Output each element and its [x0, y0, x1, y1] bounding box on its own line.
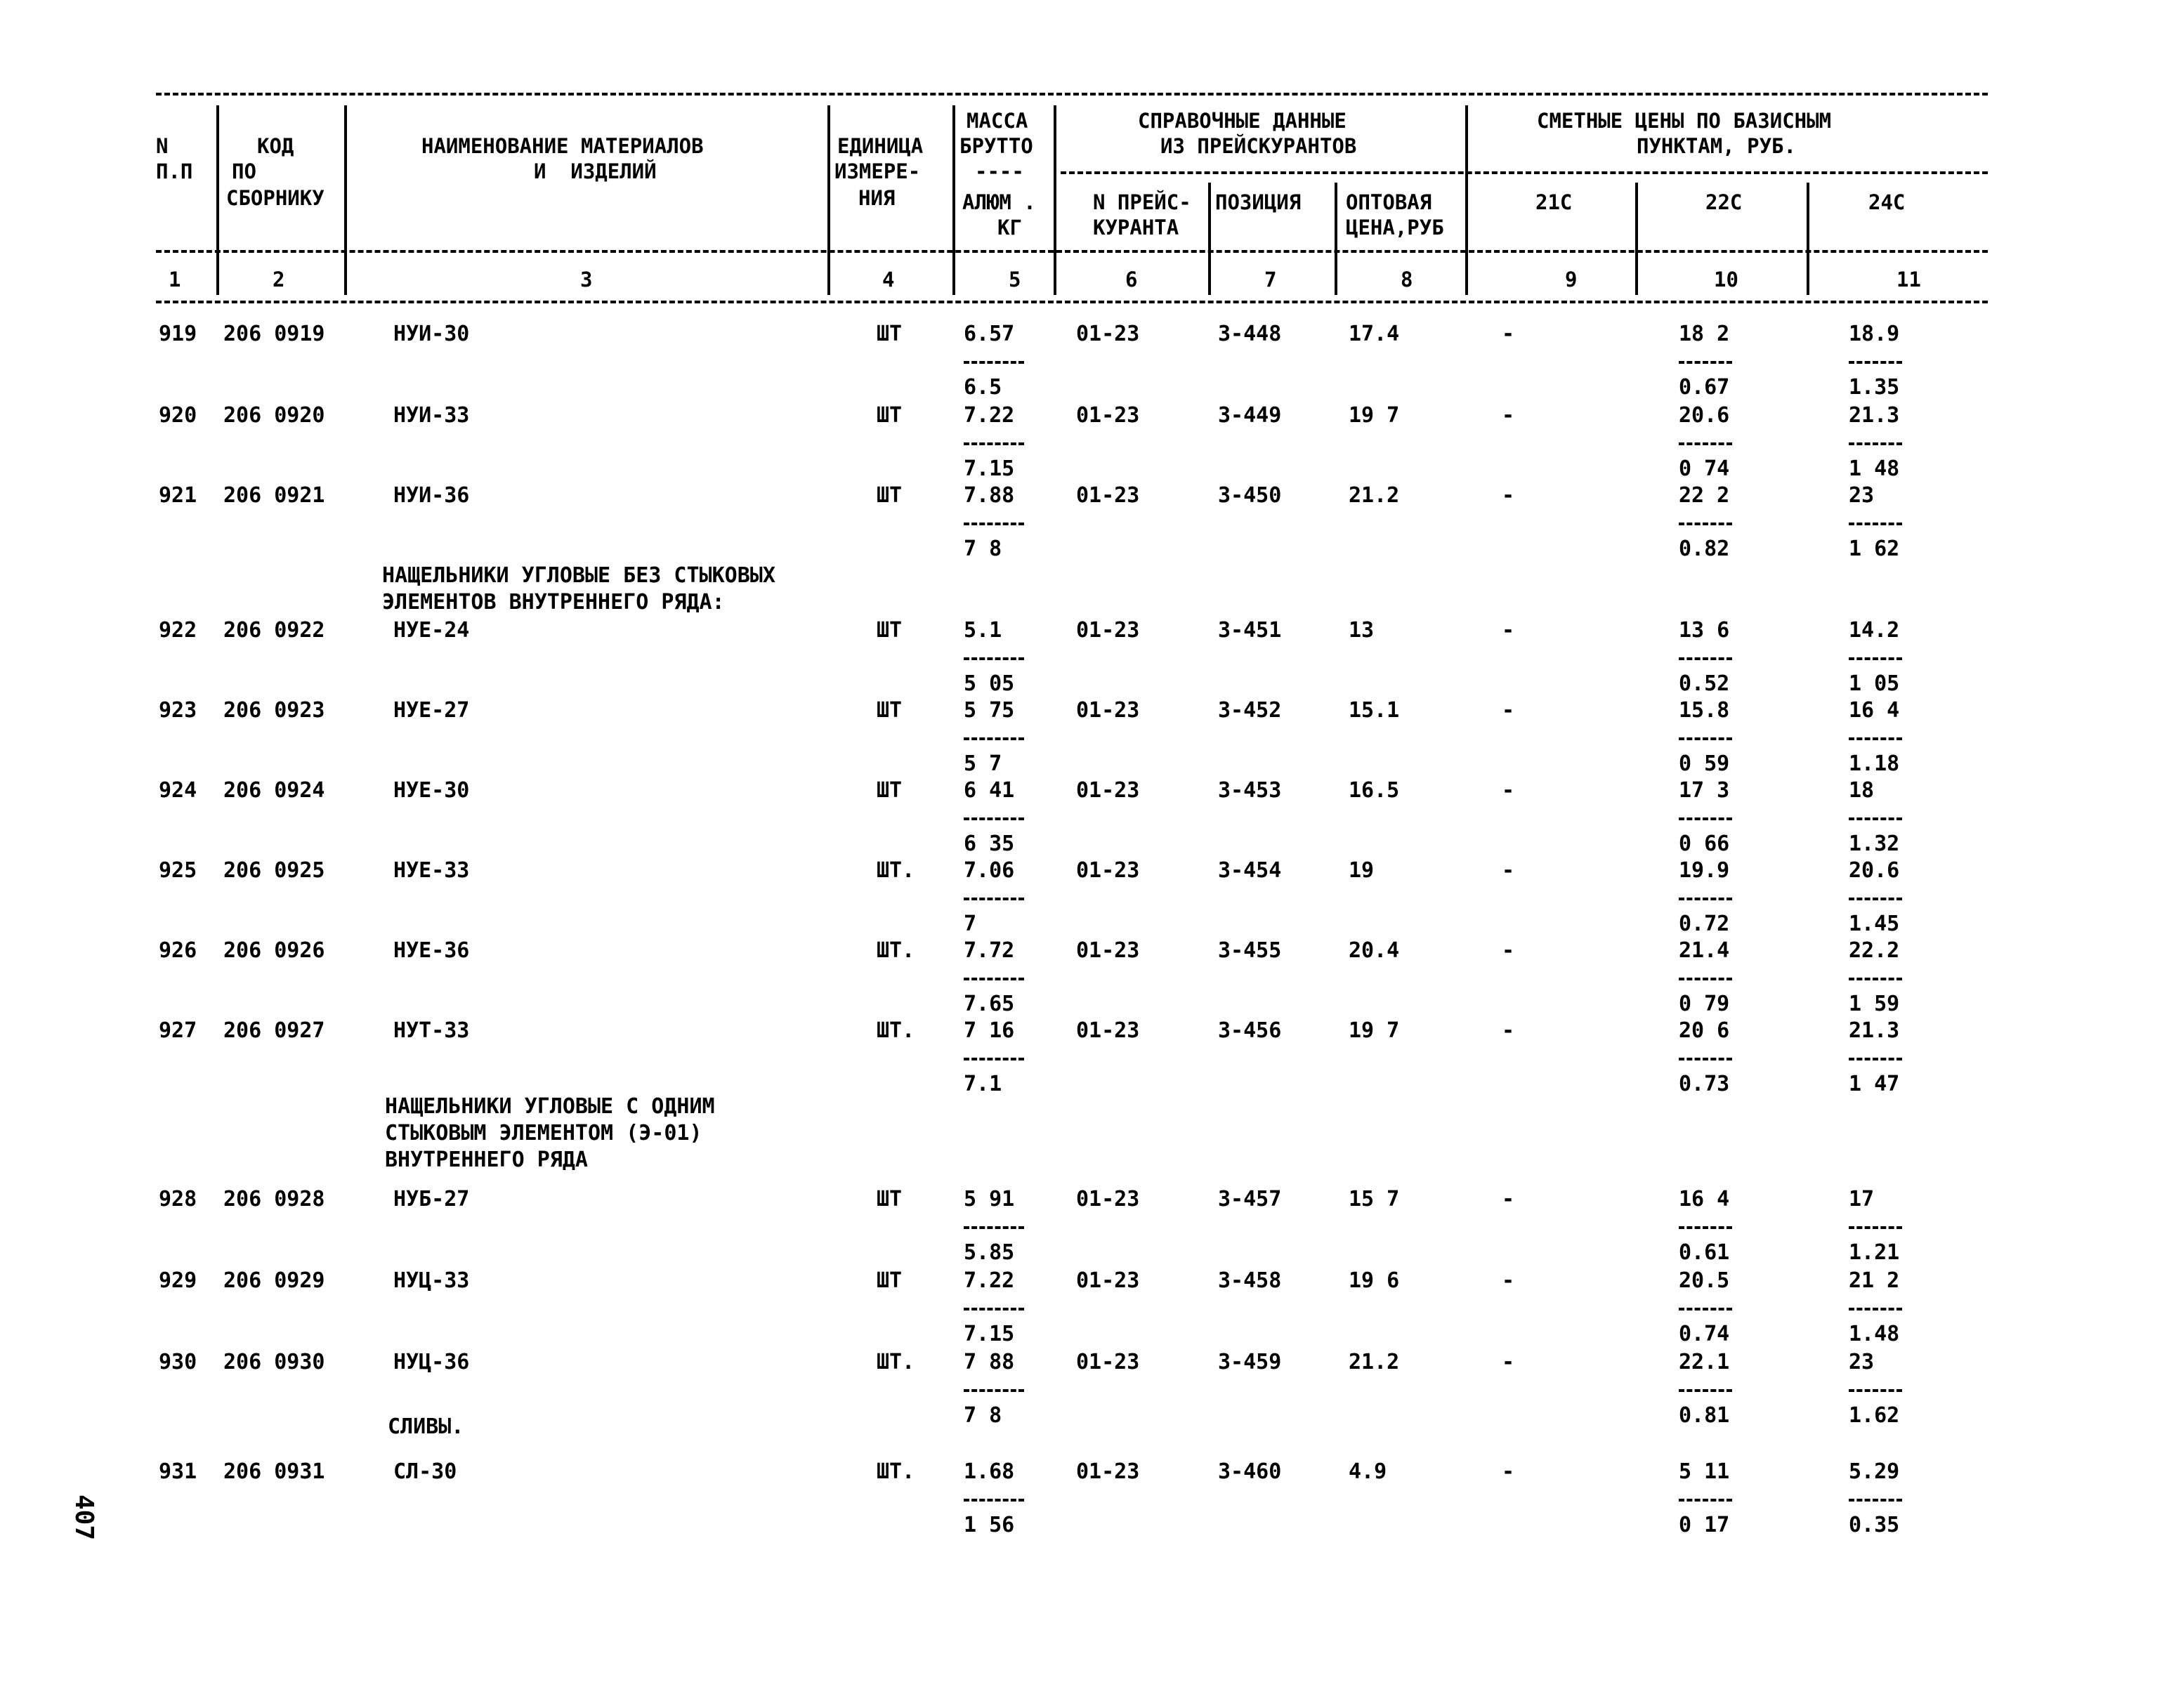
row-price-24c: 21 2 [1849, 1268, 1900, 1293]
fraction-rule [1849, 737, 1902, 740]
header-col2-line1: КОД [257, 134, 294, 158]
row-mass: 1.68 [964, 1459, 1015, 1484]
row-price-list: 01-23 [1076, 1350, 1140, 1374]
row-price-21c: - [1502, 938, 1515, 963]
row-price-22c: 20.6 [1679, 403, 1730, 428]
row-position: 3-450 [1218, 483, 1282, 508]
row-wholesale-price: 20.4 [1349, 938, 1400, 963]
fraction-rule [1849, 361, 1902, 364]
row-price-24c-extra: 1.32 [1849, 832, 1900, 856]
row-number: 919 [159, 322, 197, 346]
row-position: 3-456 [1218, 1018, 1282, 1043]
row-code: 206 0927 [223, 1018, 325, 1043]
fraction-rule [1849, 657, 1902, 660]
header-col3-line2: И ИЗДЕЛИЙ [534, 159, 657, 183]
row-price-24c-extra: 1.45 [1849, 912, 1900, 936]
row-price-24c-extra: 0.35 [1849, 1513, 1900, 1537]
row-price-21c: - [1502, 1350, 1515, 1374]
row-number: 925 [159, 858, 197, 883]
row-price-24c-extra: 1.18 [1849, 751, 1900, 776]
colnum-6: 6 [1125, 268, 1138, 291]
header-col2-line2: ПО [232, 159, 256, 183]
row-mass-alum: 6.5 [964, 375, 1002, 400]
row-wholesale-price: 21.2 [1349, 1350, 1400, 1374]
header-divider [216, 105, 219, 295]
row-mass-alum: 7.15 [964, 456, 1015, 481]
row-mass: 7.88 [964, 483, 1015, 508]
row-price-21c: - [1502, 778, 1515, 803]
row-mass-alum: 7.1 [964, 1072, 1002, 1096]
row-name: НУИ-33 [393, 403, 470, 428]
row-position: 3-454 [1218, 858, 1282, 883]
row-name: НУЕ-30 [393, 778, 470, 803]
row-price-22c-extra: 0.72 [1679, 912, 1730, 936]
row-price-24c: 23 [1849, 483, 1875, 508]
row-unit: ШТ [877, 1187, 903, 1211]
row-price-list: 01-23 [1076, 938, 1140, 963]
header-divider [1465, 105, 1468, 295]
section-heading: ВНУТРЕННЕГО РЯДА [385, 1148, 588, 1172]
fraction-rule [1679, 523, 1732, 525]
row-mass-alum: 7 [964, 912, 977, 936]
fraction-rule [1849, 1308, 1902, 1310]
header-col5-line5: КГ [997, 216, 1022, 239]
row-position: 3-449 [1218, 403, 1282, 428]
row-price-24c-extra: 1 59 [1849, 992, 1900, 1016]
row-price-24c: 18 [1849, 778, 1875, 803]
row-price-24c: 17 [1849, 1187, 1875, 1211]
header-divider [344, 105, 347, 295]
header-col6-line2: КУРАНТА [1093, 216, 1179, 239]
row-name: НУТ-33 [393, 1018, 470, 1043]
row-position: 3-460 [1218, 1459, 1282, 1484]
row-code: 206 0925 [223, 858, 325, 883]
row-price-22c: 22.1 [1679, 1350, 1730, 1374]
fraction-rule [964, 1058, 1024, 1060]
fraction-rule [964, 1499, 1024, 1502]
colnum-10: 10 [1714, 268, 1738, 291]
row-price-22c-extra: 0.52 [1679, 671, 1730, 696]
row-price-21c: - [1502, 322, 1515, 346]
section-heading: СТЫКОВЫМ ЭЛЕМЕНТОМ (Э-01) [385, 1121, 702, 1145]
row-wholesale-price: 19 [1349, 858, 1375, 883]
fraction-rule [1849, 1226, 1902, 1229]
header-divider [1635, 183, 1638, 295]
row-unit: ШТ. [877, 1459, 915, 1484]
colnum-2: 2 [273, 268, 285, 291]
fraction-rule [964, 442, 1024, 445]
colnum-9: 9 [1565, 268, 1578, 291]
row-wholesale-price: 15.1 [1349, 698, 1400, 723]
row-code: 206 0929 [223, 1268, 325, 1293]
row-position: 3-453 [1218, 778, 1282, 803]
fraction-rule [964, 1389, 1024, 1392]
row-mass: 7.06 [964, 858, 1015, 883]
header-col7-line1: ПОЗИЦИЯ [1215, 190, 1302, 214]
header-divider [1335, 183, 1337, 295]
row-price-list: 01-23 [1076, 778, 1140, 803]
row-price-22c: 18 2 [1679, 322, 1730, 346]
row-wholesale-price: 19 7 [1349, 403, 1400, 428]
fraction-rule [964, 898, 1024, 900]
row-price-21c: - [1502, 1268, 1515, 1293]
header-bottom-rule [156, 250, 1988, 253]
row-position: 3-459 [1218, 1350, 1282, 1374]
row-unit: ШТ. [877, 1018, 915, 1043]
fraction-rule [1679, 898, 1732, 900]
fraction-rule [1679, 737, 1732, 740]
header-col4-line2: ИЗМЕРЕ- [834, 159, 921, 183]
row-price-22c: 20 6 [1679, 1018, 1730, 1043]
colnum-11: 11 [1896, 268, 1921, 291]
row-code: 206 0923 [223, 698, 325, 723]
fraction-rule [1679, 1499, 1732, 1502]
row-unit: ШТ. [877, 858, 915, 883]
fraction-rule [1679, 978, 1732, 980]
colnum-8: 8 [1401, 268, 1413, 291]
row-position: 3-448 [1218, 322, 1282, 346]
fraction-rule [1849, 442, 1902, 445]
header-col6-line1: N ПРЕЙС- [1093, 190, 1191, 214]
row-price-22c: 5 11 [1679, 1459, 1730, 1484]
row-code: 206 0920 [223, 403, 325, 428]
row-price-list: 01-23 [1076, 1187, 1140, 1211]
row-wholesale-price: 13 [1349, 618, 1375, 643]
row-number: 926 [159, 938, 197, 963]
header-top-rule [156, 93, 1988, 96]
fraction-rule [1849, 817, 1902, 820]
header-col11: 24С [1868, 190, 1906, 214]
header-col5-line3: ---- [975, 159, 1024, 183]
fraction-rule [964, 523, 1024, 525]
row-name: НУЦ-33 [393, 1268, 470, 1293]
row-price-24c-extra: 1 62 [1849, 537, 1900, 561]
row-price-24c: 23 [1849, 1350, 1875, 1374]
row-price-22c-extra: 0 79 [1679, 992, 1730, 1016]
page-number: 407 [70, 1494, 98, 1541]
fraction-rule [1679, 817, 1732, 820]
row-mass-alum: 6 35 [964, 832, 1015, 856]
header-divider [1208, 183, 1211, 295]
section-heading: ЭЛЕМЕНТОВ ВНУТРЕННЕГО РЯДА: [382, 590, 725, 615]
fraction-rule [964, 978, 1024, 980]
row-price-list: 01-23 [1076, 1459, 1140, 1484]
section-heading: НАЩЕЛЬНИКИ УГЛОВЫЕ БЕЗ СТЫКОВЫХ [382, 563, 775, 588]
row-price-list: 01-23 [1076, 483, 1140, 508]
row-code: 206 0922 [223, 618, 325, 643]
row-code: 206 0928 [223, 1187, 325, 1211]
row-price-24c-extra: 1 47 [1849, 1072, 1900, 1096]
row-name: НУИ-30 [393, 322, 470, 346]
row-price-24c: 16 4 [1849, 698, 1900, 723]
row-price-22c-extra: 0.74 [1679, 1322, 1730, 1346]
row-wholesale-price: 19 6 [1349, 1268, 1400, 1293]
row-price-24c: 18.9 [1849, 322, 1900, 346]
header-col9: 21С [1535, 190, 1573, 214]
header-divider [1054, 105, 1056, 295]
colnum-1: 1 [169, 268, 181, 291]
colnum-3: 3 [580, 268, 593, 291]
header-col5-line1: МАССА [967, 109, 1028, 133]
row-number: 924 [159, 778, 197, 803]
row-price-21c: - [1502, 1459, 1515, 1484]
row-price-22c: 20.5 [1679, 1268, 1730, 1293]
header-group-rule [1061, 171, 1988, 174]
row-price-list: 01-23 [1076, 618, 1140, 643]
header-col8-line1: ОПТОВАЯ [1346, 190, 1432, 214]
section-heading: СЛИВЫ. [388, 1414, 464, 1439]
row-mass: 6 41 [964, 778, 1015, 803]
row-price-22c: 16 4 [1679, 1187, 1730, 1211]
fraction-rule [964, 361, 1024, 364]
row-code: 206 0926 [223, 938, 325, 963]
row-position: 3-458 [1218, 1268, 1282, 1293]
fraction-rule [1849, 523, 1902, 525]
row-mass: 7.22 [964, 403, 1015, 428]
row-name: НУИ-36 [393, 483, 470, 508]
row-price-22c-extra: 0.67 [1679, 375, 1730, 400]
row-price-21c: - [1502, 698, 1515, 723]
header-divider [1807, 183, 1809, 295]
row-price-21c: - [1502, 403, 1515, 428]
header-group1-line2: ИЗ ПРЕЙСКУРАНТОВ [1160, 134, 1357, 158]
row-code: 206 0930 [223, 1350, 325, 1374]
row-number: 923 [159, 698, 197, 723]
fraction-rule [964, 817, 1024, 820]
row-unit: ШТ. [877, 938, 915, 963]
row-mass: 7.72 [964, 938, 1015, 963]
row-wholesale-price: 19 7 [1349, 1018, 1400, 1043]
row-price-24c-extra: 1.62 [1849, 1403, 1900, 1428]
row-price-list: 01-23 [1076, 322, 1140, 346]
row-mass: 7.22 [964, 1268, 1015, 1293]
fraction-rule [1679, 1389, 1732, 1392]
row-number: 927 [159, 1018, 197, 1043]
row-code: 206 0921 [223, 483, 325, 508]
row-mass-alum: 5 7 [964, 751, 1002, 776]
header-group2-line1: СМЕТНЫЕ ЦЕНЫ ПО БАЗИСНЫМ [1537, 109, 1832, 133]
header-divider [827, 105, 830, 295]
row-number: 930 [159, 1350, 197, 1374]
fraction-rule [1849, 1058, 1902, 1060]
row-mass: 7 88 [964, 1350, 1015, 1374]
row-name: НУЕ-36 [393, 938, 470, 963]
row-price-24c: 22.2 [1849, 938, 1900, 963]
row-price-21c: - [1502, 1187, 1515, 1211]
row-mass: 5 91 [964, 1187, 1015, 1211]
row-mass-alum: 7 8 [964, 1403, 1002, 1428]
row-unit: ШТ [877, 483, 903, 508]
colnum-7: 7 [1264, 268, 1277, 291]
row-mass-alum: 7 8 [964, 537, 1002, 561]
row-price-22c-extra: 0 17 [1679, 1513, 1730, 1537]
row-unit: ШТ [877, 322, 903, 346]
row-number: 922 [159, 618, 197, 643]
row-code: 206 0924 [223, 778, 325, 803]
fraction-rule [1849, 1499, 1902, 1502]
header-numbers-rule [156, 301, 1988, 303]
row-wholesale-price: 4.9 [1349, 1459, 1387, 1484]
fraction-rule [1679, 1058, 1732, 1060]
row-price-24c: 21.3 [1849, 1018, 1900, 1043]
fraction-rule [964, 1226, 1024, 1229]
row-name: СЛ-30 [393, 1459, 457, 1484]
row-name: НУЦ-36 [393, 1350, 470, 1374]
row-name: НУЕ-24 [393, 618, 470, 643]
row-price-22c: 22 2 [1679, 483, 1730, 508]
row-number: 920 [159, 403, 197, 428]
row-position: 3-452 [1218, 698, 1282, 723]
fraction-rule [1849, 898, 1902, 900]
row-price-22c: 17 3 [1679, 778, 1730, 803]
header-col4-line3: НИЯ [858, 186, 896, 210]
row-price-22c: 15.8 [1679, 698, 1730, 723]
header-col2-line3: СБОРНИКУ [226, 186, 325, 210]
row-code: 206 0931 [223, 1459, 325, 1484]
header-col10: 22С [1705, 190, 1743, 214]
row-mass-alum: 7.15 [964, 1322, 1015, 1346]
row-price-24c-extra: 1.35 [1849, 375, 1900, 400]
row-code: 206 0919 [223, 322, 325, 346]
row-position: 3-455 [1218, 938, 1282, 963]
row-unit: ШТ [877, 778, 903, 803]
row-price-21c: - [1502, 858, 1515, 883]
row-price-24c: 20.6 [1849, 858, 1900, 883]
header-col8-line2: ЦЕНА,РУБ [1346, 216, 1444, 239]
row-unit: ШТ [877, 618, 903, 643]
row-mass: 6.57 [964, 322, 1015, 346]
row-mass-alum: 1 56 [964, 1513, 1015, 1537]
row-name: НУЕ-33 [393, 858, 470, 883]
row-price-24c: 5.29 [1849, 1459, 1900, 1484]
row-wholesale-price: 16.5 [1349, 778, 1400, 803]
row-price-22c-extra: 0.82 [1679, 537, 1730, 561]
header-group2-line2: ПУНКТАМ, РУБ. [1637, 134, 1796, 158]
fraction-rule [964, 657, 1024, 660]
fraction-rule [1849, 978, 1902, 980]
header-group1-line1: СПРАВОЧНЫЕ ДАННЫЕ [1138, 109, 1347, 133]
row-number: 921 [159, 483, 197, 508]
row-mass: 5.1 [964, 618, 1002, 643]
header-col4-line1: ЕДИНИЦА [837, 134, 924, 158]
row-position: 3-457 [1218, 1187, 1282, 1211]
section-heading: НАЩЕЛЬНИКИ УГЛОВЫЕ С ОДНИМ [385, 1094, 715, 1119]
row-mass: 5 75 [964, 698, 1015, 723]
header-col1-line1: N [156, 134, 169, 158]
row-price-22c: 13 6 [1679, 618, 1730, 643]
row-number: 929 [159, 1268, 197, 1293]
row-number: 931 [159, 1459, 197, 1484]
fraction-rule [1679, 1308, 1732, 1310]
row-unit: ШТ [877, 698, 903, 723]
fraction-rule [1679, 361, 1732, 364]
row-position: 3-451 [1218, 618, 1282, 643]
row-mass-alum: 7.65 [964, 992, 1015, 1016]
row-price-list: 01-23 [1076, 1268, 1140, 1293]
row-price-24c-extra: 1 05 [1849, 671, 1900, 696]
row-mass: 7 16 [964, 1018, 1015, 1043]
row-price-21c: - [1502, 1018, 1515, 1043]
row-price-24c-extra: 1 48 [1849, 456, 1900, 481]
colnum-5: 5 [1009, 268, 1021, 291]
row-unit: ШТ. [877, 1350, 915, 1374]
row-unit: ШТ [877, 403, 903, 428]
row-price-22c-extra: 0.61 [1679, 1240, 1730, 1265]
row-price-22c-extra: 0 66 [1679, 832, 1730, 856]
row-price-22c: 21.4 [1679, 938, 1730, 963]
row-wholesale-price: 17.4 [1349, 322, 1400, 346]
fraction-rule [1679, 442, 1732, 445]
row-price-24c-extra: 1.48 [1849, 1322, 1900, 1346]
row-price-list: 01-23 [1076, 1018, 1140, 1043]
row-price-24c: 21.3 [1849, 403, 1900, 428]
row-price-21c: - [1502, 618, 1515, 643]
row-price-22c-extra: 0 59 [1679, 751, 1730, 776]
row-wholesale-price: 15 7 [1349, 1187, 1400, 1211]
row-name: НУЕ-27 [393, 698, 470, 723]
fraction-rule [1679, 657, 1732, 660]
header-divider [952, 105, 955, 295]
row-price-24c-extra: 1.21 [1849, 1240, 1900, 1265]
header-col5-line4: АЛЮМ . [962, 190, 1036, 214]
row-number: 928 [159, 1187, 197, 1211]
row-price-list: 01-23 [1076, 698, 1140, 723]
fraction-rule [964, 737, 1024, 740]
row-price-list: 01-23 [1076, 403, 1140, 428]
row-mass-alum: 5 05 [964, 671, 1015, 696]
row-price-22c: 19.9 [1679, 858, 1730, 883]
row-mass-alum: 5.85 [964, 1240, 1015, 1265]
row-price-22c-extra: 0 74 [1679, 456, 1730, 481]
row-unit: ШТ [877, 1268, 903, 1293]
fraction-rule [1849, 1389, 1902, 1392]
header-col5-line2: БРУТТО [959, 134, 1033, 158]
header-col3-line1: НАИМЕНОВАНИЕ МАТЕРИАЛОВ [421, 134, 704, 158]
header-col1-line2: П.П [156, 159, 193, 183]
fraction-rule [1679, 1226, 1732, 1229]
colnum-4: 4 [882, 268, 895, 291]
row-name: НУБ-27 [393, 1187, 470, 1211]
row-price-21c: - [1502, 483, 1515, 508]
row-price-22c-extra: 0.73 [1679, 1072, 1730, 1096]
row-price-24c: 14.2 [1849, 618, 1900, 643]
row-price-22c-extra: 0.81 [1679, 1403, 1730, 1428]
row-wholesale-price: 21.2 [1349, 483, 1400, 508]
fraction-rule [964, 1308, 1024, 1310]
row-price-list: 01-23 [1076, 858, 1140, 883]
